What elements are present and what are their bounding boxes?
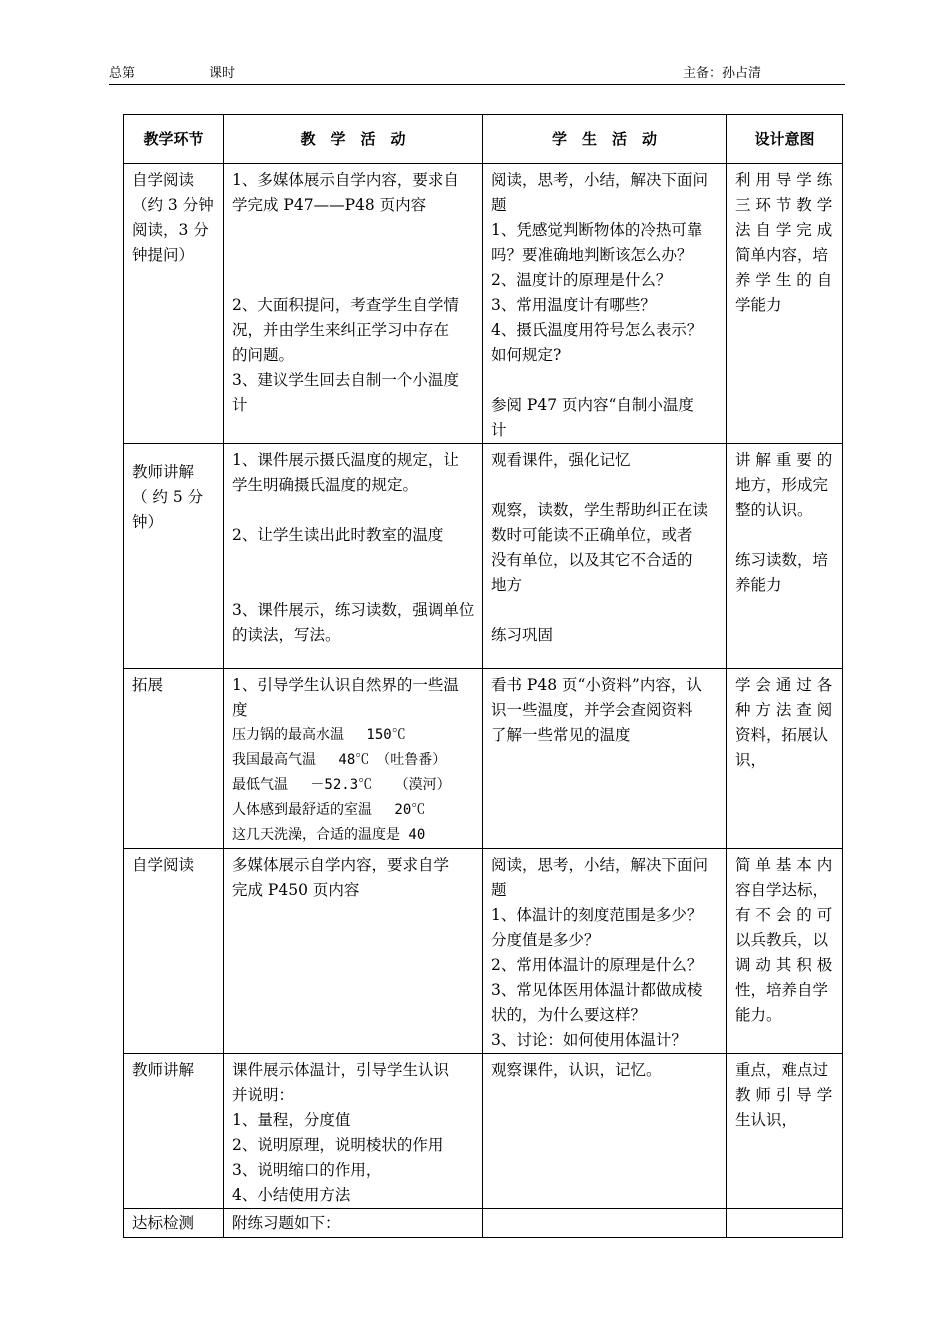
- student-activity-cell: [483, 1209, 727, 1238]
- lesson-plan-table: [123, 114, 843, 1238]
- teacher-activity-cell: 1、多媒体展示自学内容，要求自 学完成 P47——P48 页内容 2、大面积提问，考查学生自学情 况，并由学生来纠正学习中存在 的问题。 3、建议学生回去自制一个小温度 计: [224, 164, 483, 444]
- design-intent-cell: 简 单 基 本 内 容自学达标， 有 不 会 的 可 以兵教兵，以 调 动 其 积 极 性，培养自学 能力。: [727, 849, 843, 1054]
- stage-cell: 达标检测: [124, 1209, 224, 1238]
- stage-cell: 教师讲解 （ 约 5 分 钟）: [124, 444, 224, 669]
- design-intent-cell: 利 用 导 学 练 三 环 节 教 学 法 自 学 完 成 简单内容，培 养 学 生 的 自 学能力: [727, 164, 843, 444]
- table-row: [124, 1054, 843, 1209]
- column-header-student-activity: 学 生 活 动: [483, 115, 727, 164]
- header-total-lesson: 总第: [109, 66, 136, 81]
- stage-cell: 自学阅读 （约 3 分钟 阅读，3 分 钟提问）: [124, 164, 224, 444]
- student-activity-cell: 看书 P48 页“小资料”内容，认 识一些温度，并学会查阅资料 了解一些常见的温度: [483, 669, 727, 849]
- table-row: [124, 1209, 843, 1238]
- table-row: [124, 669, 843, 849]
- design-intent-cell: 重点，难点过 教 师 引 导 学 生认识，: [727, 1054, 843, 1209]
- student-activity-cell: 观看课件，强化记忆 观察，读数，学生帮助纠正在读 数时可能读不正确单位，或者 没有单位，以及其它不合适的 地方 练习巩固: [483, 444, 727, 669]
- teacher-activity-cell: 1、引导学生认识自然界的一些温 度 压力锅的最高水温 150℃ 我国最高气温 48℃ （吐鲁番） 最低气温 －52.3℃ （漠河） 人体感到最舒适的室温 20℃ 这几天洗澡，合适的温度是 40: [224, 669, 483, 849]
- teacher-activity-cell: 1、课件展示摄氏温度的规定，让 学生明确摄氏温度的规定。 2、让学生读出此时教室的温度 3、课件展示，练习读数，强调单位 的读法，写法。: [224, 444, 483, 669]
- stage-cell: 自学阅读: [124, 849, 224, 1054]
- student-activity-cell: 观察课件，认识，记忆。: [483, 1054, 727, 1209]
- design-intent-cell: 学 会 通 过 各 种 方 法 查 阅 资料，拓展认 识，: [727, 669, 843, 849]
- column-header-teacher-activity: 教 学 活 动: [224, 115, 483, 164]
- column-header-design-intent: 设计意图: [727, 115, 843, 164]
- design-intent-cell: [727, 1209, 843, 1238]
- stage-cell: 拓展: [124, 669, 224, 849]
- student-activity-cell: 阅读，思考，小结，解决下面问 题 1、凭感觉判断物体的冷热可靠 吗？要准确地判断该怎么办？ 2、温度计的原理是什么？ 3、常用温度计有哪些？ 4、摄氏温度用符号怎么表示？ 如何规定? 参阅 P47 页内容“自制小温度 计: [483, 164, 727, 444]
- table-row: [124, 444, 843, 669]
- page-header: [109, 66, 845, 85]
- table-header-row: [124, 115, 843, 164]
- stage-cell: 教师讲解: [124, 1054, 224, 1209]
- column-header-stage: 教学环节: [124, 115, 224, 164]
- teacher-activity-cell: 课件展示体温计，引导学生认识 并说明： 1、量程，分度值 2、说明原理，说明棱状的作用 3、说明缩口的作用， 4、小结使用方法: [224, 1054, 483, 1209]
- header-preparer: 主备：孙占清: [683, 66, 762, 81]
- teacher-activity-cell: 多媒体展示自学内容，要求自学 完成 P450 页内容: [224, 849, 483, 1054]
- design-intent-cell: 讲 解 重 要 的 地方，形成完 整的认识。 练习读数，培 养能力: [727, 444, 843, 669]
- teacher-activity-cell: 附练习题如下：: [224, 1209, 483, 1238]
- header-class-hour: 课时: [209, 66, 236, 81]
- student-activity-cell: 阅读，思考，小结，解决下面问 题 1、体温计的刻度范围是多少？ 分度值是多少？ 2、常用体温计的原理是什么？ 3、常见体医用体温计都做成棱 状的，为什么要这样？ 3、讨论：如何使用体温计？: [483, 849, 727, 1054]
- table-row: [124, 164, 843, 444]
- table-row: [124, 849, 843, 1054]
